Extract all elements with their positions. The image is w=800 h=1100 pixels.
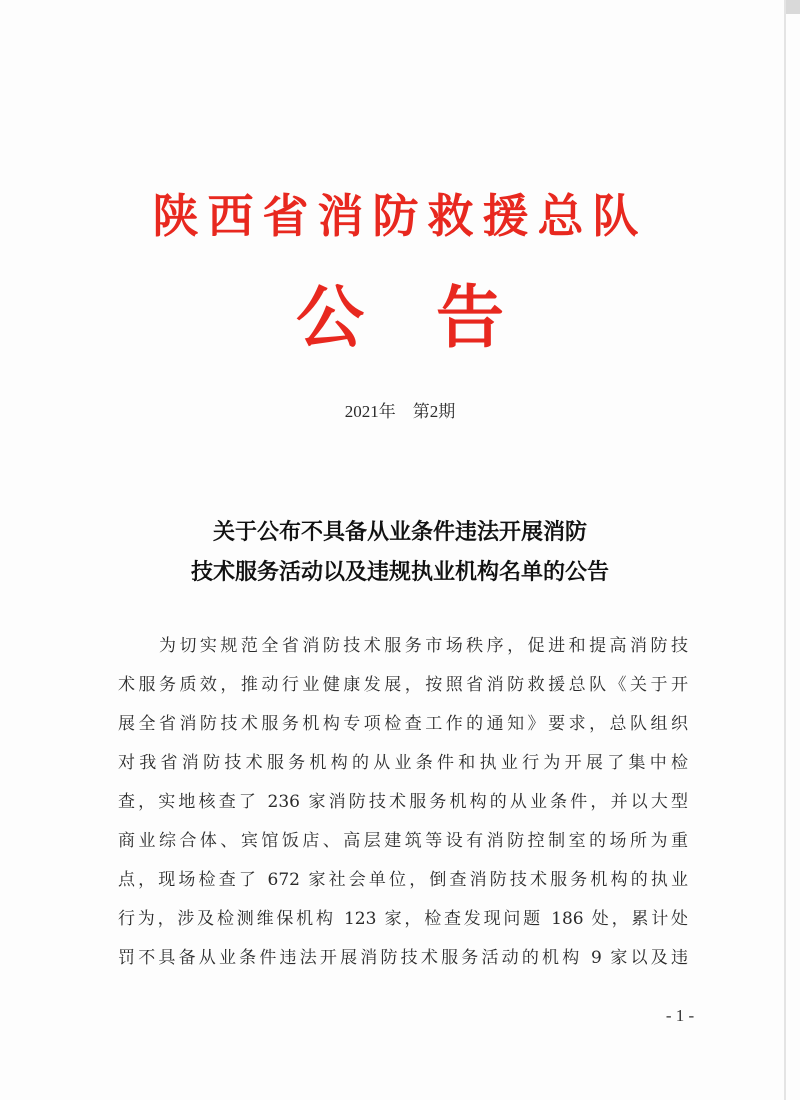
announcement-headline [0,513,800,593]
body-line-9: 罚不具备从业条件违法开展消防技术服务活动的机构 9 家以及违 [118,948,688,968]
body-line-8: 行为，涉及检测维保机构 123 家，检查发现问题 186 处，累计处 [118,909,688,929]
headline-line-2: 技术服务活动以及违规执业机构名单的公告 [190,560,609,585]
body-line-2: 术服务质效，推动行业健康发展，按照省消防救援总队《关于开 [118,675,688,695]
body-line-5: 查，实地核查了 236 家消防技术服务机构的从业条件，并以大型 [118,792,688,812]
body-line-4: 对我省消防技术服务机构的从业条件和执业行为开展了集中检 [118,753,688,773]
document-type-title: 公告 [295,278,576,358]
issue-number: 2021年 第2期 [344,402,456,421]
body-line-3: 展全省消防技术服务机构专项检查工作的通知》要求，总队组织 [118,714,688,734]
scan-corner-mark [786,0,800,14]
body-line-6: 商业综合体、宾馆饭店、高层建筑等设有消防控制室的场所为重 [118,831,688,851]
page-number: - 1 - [665,1006,695,1025]
body-line-1: 为切实规范全省消防技术服务市场秩序，促进和提高消防技 [118,636,688,656]
issuing-organization-title: 陕西省消防救援总队 [152,189,648,243]
announcement-body [118,627,688,978]
headline-line-1: 关于公布不具备从业条件违法开展消防 [212,520,587,545]
body-line-7: 点，现场检查了 672 家社会单位，倒查消防技术服务机构的执业 [118,870,688,890]
